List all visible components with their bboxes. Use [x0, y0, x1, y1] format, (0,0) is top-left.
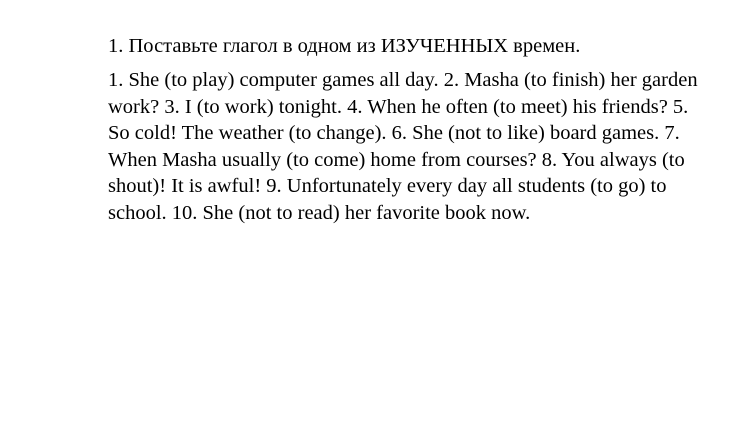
- document-content: [108, 33, 708, 226]
- task-sentences: 1. She (to play) computer games all day. 2. Masha (to finish) her garden work? 3. I (to work) tonight. 4. When he often (to meet) his friends? 5. So cold! The weather (to change). 6. She (not to like) board games. 7. When Masha usually (to come) home from courses? 8. You always (to shout)! It is awful! 9. Unfortunately every day all students (to go) to school. 10. She (not to read) her favorite book now.: [108, 69, 698, 224]
- task-heading: 1. Поставьте глагол в одном из ИЗУЧЕННЫХ времен.: [108, 35, 581, 57]
